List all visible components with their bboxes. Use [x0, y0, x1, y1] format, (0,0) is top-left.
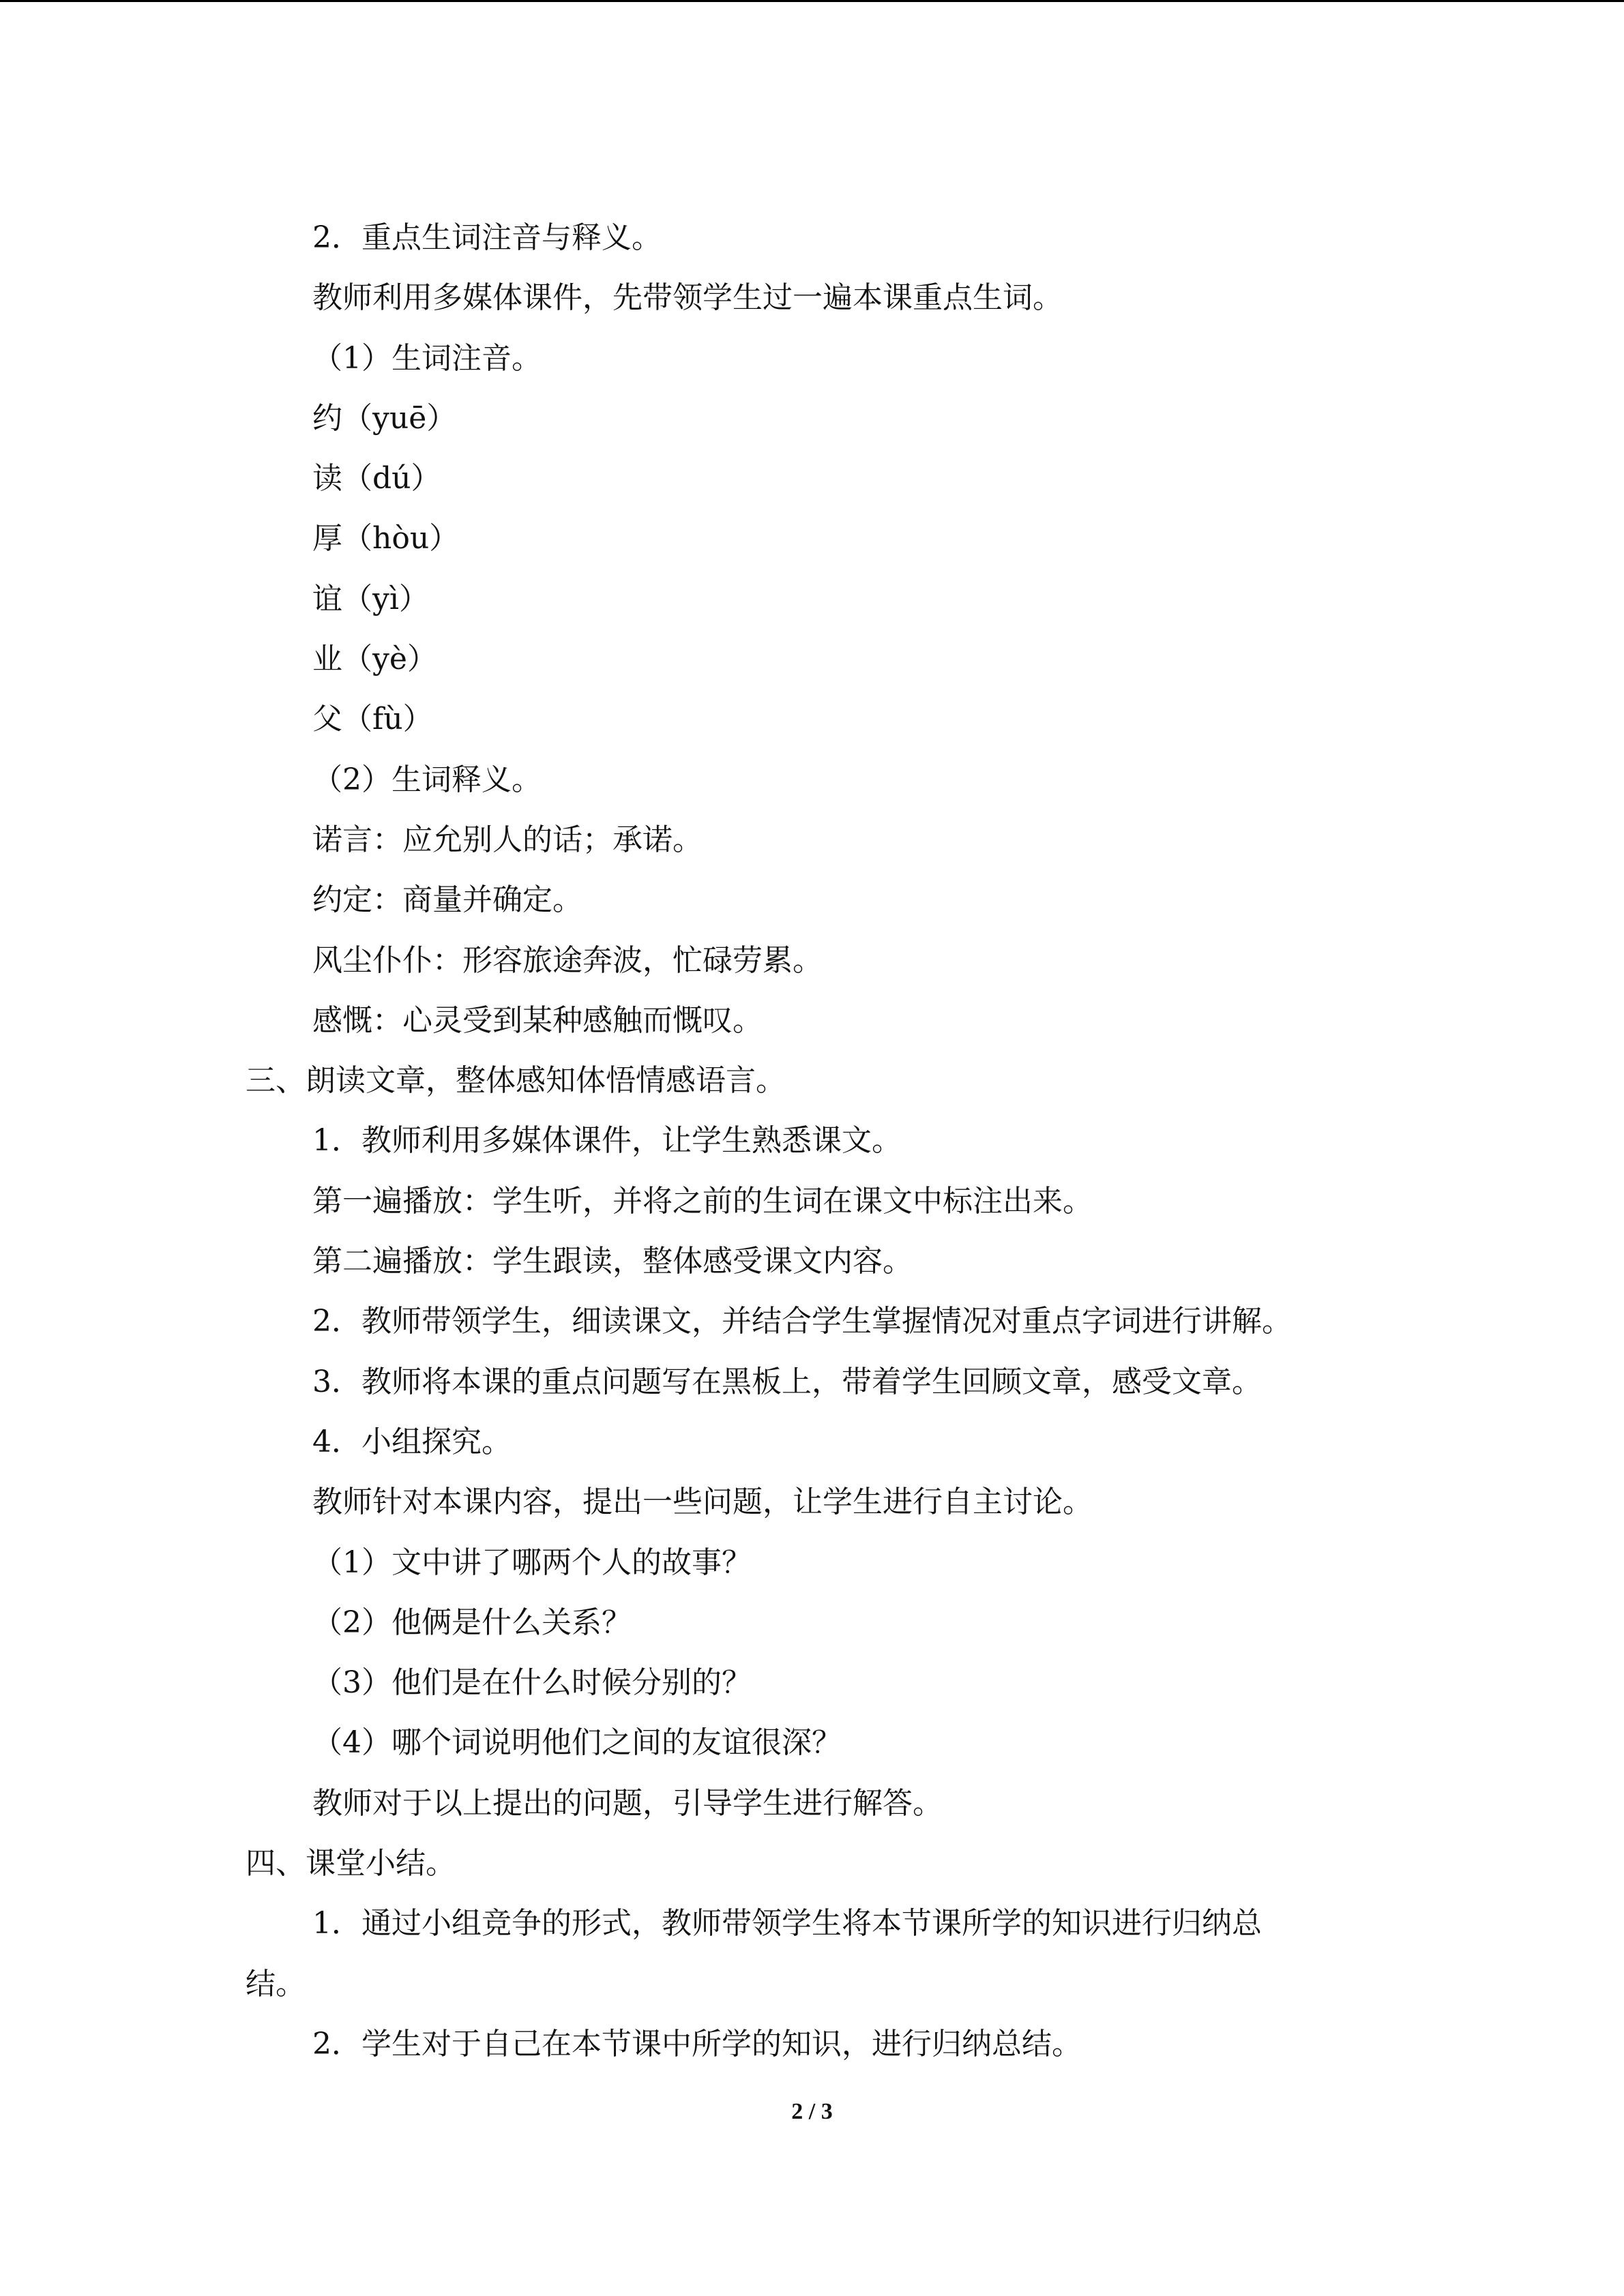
paragraph-line: （4）哪个词说明他们之间的友谊很深？: [312, 1725, 842, 1761]
paragraph-line: 2．学生对于自己在本节课中所学的知识，进行归纳总结。: [312, 2026, 1082, 2061]
top-border-line: [0, 0, 1624, 2]
paragraph-line: （2）他俩是什么关系？: [312, 1605, 632, 1640]
paragraph-line: 业（yè）: [312, 642, 437, 677]
paragraph-line: 风尘仆仆：形容旅途奔波，忙碌劳累。: [312, 942, 823, 978]
paragraph-line: 3．教师将本课的重点问题写在黑板上，带着学生回顾文章，感受文章。: [312, 1364, 1262, 1399]
paragraph-line: （1）生词注音。: [312, 340, 542, 376]
paragraph-line: 厚（hòu）: [312, 521, 460, 556]
paragraph-line: 结。: [246, 1966, 306, 2001]
paragraph-line: 2．重点生词注音与释义。: [312, 220, 662, 255]
paragraph-line: 2．教师带领学生，细读课文，并结合学生掌握情况对重点字词进行讲解。: [312, 1304, 1292, 1339]
paragraph-line: 读（dú）: [312, 461, 441, 496]
paragraph-line: 谊（yì）: [312, 581, 429, 616]
paragraph-line: 感慨：心灵受到某种感触而慨叹。: [312, 1002, 763, 1038]
paragraph-line: （3）他们是在什么时候分别的？: [312, 1665, 752, 1701]
paragraph-line: 1．通过小组竞争的形式，教师带领学生将本节课所学的知识进行归纳总: [312, 1906, 1262, 1941]
paragraph-line: 教师对于以上提出的问题，引导学生进行解答。: [312, 1785, 943, 1821]
paragraph-line: 约定：商量并确定。: [312, 882, 582, 918]
section-heading: 三、朗读文章，整体感知体悟情感语言。: [246, 1063, 786, 1099]
paragraph-line: （1）文中讲了哪两个人的故事？: [312, 1545, 752, 1580]
paragraph-line: 教师针对本课内容，提出一些问题，让学生进行自主讨论。: [312, 1485, 1093, 1520]
paragraph-line: 约（yuē）: [312, 400, 457, 436]
paragraph-line: 4．小组探究。: [312, 1424, 512, 1459]
section-heading: 四、课堂小结。: [246, 1846, 456, 1881]
paragraph-line: 父（fù）: [312, 702, 433, 737]
paragraph-line: 诺言：应允别人的话；承诺。: [312, 822, 703, 857]
page-number: 2 / 3: [791, 2099, 833, 2124]
document-body: [0, 208, 1624, 2074]
paragraph-line: 1．教师利用多媒体课件，让学生熟悉课文。: [312, 1123, 902, 1159]
paragraph-line: 教师利用多媒体课件，先带领学生过一遍本课重点生词。: [312, 280, 1063, 316]
paragraph-line: 第一遍播放：学生听，并将之前的生词在课文中标注出来。: [312, 1183, 1093, 1219]
paragraph-line: （2）生词释义。: [312, 762, 542, 797]
paragraph-line: 第二遍播放：学生跟读，整体感受课文内容。: [312, 1244, 913, 1279]
